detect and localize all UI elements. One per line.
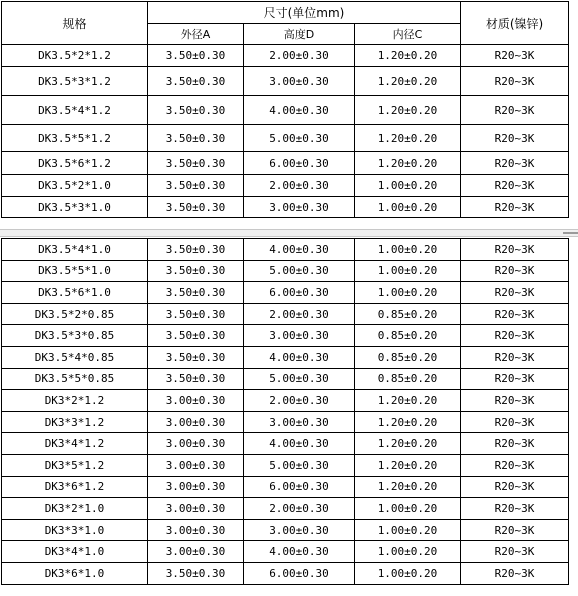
- outer-diameter-cell: 3.50±0.30: [148, 260, 244, 282]
- table-row: [2, 67, 569, 96]
- inner-diameter-cell: 1.00±0.20: [355, 175, 461, 197]
- outer-diameter-cell: 3.50±0.30: [148, 125, 244, 152]
- table-row: [2, 260, 569, 282]
- outer-diameter-cell: 3.50±0.30: [148, 239, 244, 261]
- spec-cell: DK3*3*1.0: [2, 519, 148, 541]
- height-cell: 6.00±0.30: [244, 152, 355, 175]
- inner-diameter-cell: 1.00±0.20: [355, 239, 461, 261]
- spec-cell: DK3.5*3*1.0: [2, 197, 148, 218]
- height-cell: 5.00±0.30: [244, 125, 355, 152]
- spec-cell: DK3*6*1.2: [2, 476, 148, 498]
- table-row: [2, 175, 569, 197]
- height-cell: 6.00±0.30: [244, 476, 355, 498]
- outer-diameter-cell: 3.00±0.30: [148, 454, 244, 476]
- table-row: [2, 541, 569, 563]
- table-row: [2, 152, 569, 175]
- inner-diameter-cell: 1.20±0.20: [355, 411, 461, 433]
- spec-cell: DK3*5*1.2: [2, 454, 148, 476]
- table-row: [2, 433, 569, 455]
- material-cell: R20~3K: [461, 541, 569, 563]
- inner-diameter-cell: 1.20±0.20: [355, 125, 461, 152]
- spec-cell: DK3.5*4*0.85: [2, 346, 148, 368]
- height-cell: 3.00±0.30: [244, 325, 355, 347]
- inner-diameter-cell: 1.00±0.20: [355, 541, 461, 563]
- outer-diameter-cell: 3.00±0.30: [148, 498, 244, 520]
- material-cell: R20~3K: [461, 562, 569, 584]
- header-material: 材质(镍锌): [461, 2, 569, 45]
- material-cell: R20~3K: [461, 519, 569, 541]
- inner-diameter-cell: 1.20±0.20: [355, 476, 461, 498]
- table-row: [2, 282, 569, 304]
- height-cell: 4.00±0.30: [244, 541, 355, 563]
- outer-diameter-cell: 3.00±0.30: [148, 433, 244, 455]
- height-cell: 4.00±0.30: [244, 346, 355, 368]
- material-cell: R20~3K: [461, 260, 569, 282]
- header-dimensions: 尺寸(单位mm): [148, 2, 461, 24]
- material-cell: R20~3K: [461, 96, 569, 125]
- material-cell: R20~3K: [461, 152, 569, 175]
- material-cell: R20~3K: [461, 282, 569, 304]
- header-outer-diameter: 外径A: [148, 24, 244, 45]
- inner-diameter-cell: 0.85±0.20: [355, 325, 461, 347]
- spec-cell: DK3.5*2*1.2: [2, 45, 148, 67]
- height-cell: 2.00±0.30: [244, 390, 355, 412]
- outer-diameter-cell: 3.50±0.30: [148, 303, 244, 325]
- spec-cell: DK3*4*1.0: [2, 541, 148, 563]
- height-cell: 3.00±0.30: [244, 519, 355, 541]
- outer-diameter-cell: 3.50±0.30: [148, 325, 244, 347]
- height-cell: 3.00±0.30: [244, 197, 355, 218]
- spec-cell: DK3.5*5*1.2: [2, 125, 148, 152]
- material-cell: R20~3K: [461, 498, 569, 520]
- spec-cell: DK3.5*5*0.85: [2, 368, 148, 390]
- outer-diameter-cell: 3.50±0.30: [148, 282, 244, 304]
- table-row: [2, 390, 569, 412]
- table-row: [2, 476, 569, 498]
- spec-cell: DK3.5*3*0.85: [2, 325, 148, 347]
- inner-diameter-cell: 1.00±0.20: [355, 498, 461, 520]
- spec-cell: DK3.5*2*0.85: [2, 303, 148, 325]
- inner-diameter-cell: 1.20±0.20: [355, 152, 461, 175]
- spec-cell: DK3.5*3*1.2: [2, 67, 148, 96]
- inner-diameter-cell: 1.20±0.20: [355, 67, 461, 96]
- header-inner-diameter: 内径C: [355, 24, 461, 45]
- spec-table-bottom: [1, 238, 569, 585]
- spec-cell: DK3.5*6*1.0: [2, 282, 148, 304]
- inner-diameter-cell: 0.85±0.20: [355, 368, 461, 390]
- table-row: [2, 45, 569, 67]
- outer-diameter-cell: 3.50±0.30: [148, 67, 244, 96]
- table-row: [2, 498, 569, 520]
- spec-cell: DK3.5*5*1.0: [2, 260, 148, 282]
- height-cell: 2.00±0.30: [244, 303, 355, 325]
- height-cell: 2.00±0.30: [244, 45, 355, 67]
- outer-diameter-cell: 3.00±0.30: [148, 390, 244, 412]
- material-cell: R20~3K: [461, 197, 569, 218]
- height-cell: 3.00±0.30: [244, 67, 355, 96]
- material-cell: R20~3K: [461, 125, 569, 152]
- height-cell: 6.00±0.30: [244, 562, 355, 584]
- height-cell: 4.00±0.30: [244, 96, 355, 125]
- inner-diameter-cell: 0.85±0.20: [355, 346, 461, 368]
- table-row: [2, 197, 569, 218]
- height-cell: 3.00±0.30: [244, 411, 355, 433]
- header-spec: 规格: [2, 2, 148, 45]
- height-cell: 5.00±0.30: [244, 368, 355, 390]
- table-row: [2, 125, 569, 152]
- spec-cell: DK3*6*1.0: [2, 562, 148, 584]
- header-height: 高度D: [244, 24, 355, 45]
- inner-diameter-cell: 1.00±0.20: [355, 197, 461, 218]
- material-cell: R20~3K: [461, 303, 569, 325]
- table-row: [2, 411, 569, 433]
- height-cell: 5.00±0.30: [244, 260, 355, 282]
- height-cell: 2.00±0.30: [244, 175, 355, 197]
- material-cell: R20~3K: [461, 411, 569, 433]
- table-row: [2, 303, 569, 325]
- material-cell: R20~3K: [461, 45, 569, 67]
- material-cell: R20~3K: [461, 454, 569, 476]
- spec-cell: DK3*2*1.2: [2, 390, 148, 412]
- table-row: [2, 454, 569, 476]
- height-cell: 5.00±0.30: [244, 454, 355, 476]
- material-cell: R20~3K: [461, 67, 569, 96]
- spec-cell: DK3*3*1.2: [2, 411, 148, 433]
- table-row: [2, 368, 569, 390]
- outer-diameter-cell: 3.50±0.30: [148, 96, 244, 125]
- table-row: [2, 519, 569, 541]
- material-cell: R20~3K: [461, 325, 569, 347]
- inner-diameter-cell: 1.20±0.20: [355, 96, 461, 125]
- inner-diameter-cell: 1.00±0.20: [355, 260, 461, 282]
- spec-cell: DK3.5*4*1.2: [2, 96, 148, 125]
- table-row: [2, 325, 569, 347]
- outer-diameter-cell: 3.00±0.30: [148, 476, 244, 498]
- inner-diameter-cell: 1.20±0.20: [355, 433, 461, 455]
- inner-diameter-cell: 1.00±0.20: [355, 562, 461, 584]
- inner-diameter-cell: 1.20±0.20: [355, 390, 461, 412]
- inner-diameter-cell: 1.20±0.20: [355, 454, 461, 476]
- table-row: [2, 562, 569, 584]
- height-cell: 4.00±0.30: [244, 239, 355, 261]
- outer-diameter-cell: 3.50±0.30: [148, 197, 244, 218]
- outer-diameter-cell: 3.00±0.30: [148, 519, 244, 541]
- outer-diameter-cell: 3.50±0.30: [148, 562, 244, 584]
- spec-table-top: [1, 1, 569, 218]
- material-cell: R20~3K: [461, 390, 569, 412]
- material-cell: R20~3K: [461, 175, 569, 197]
- inner-diameter-cell: 1.00±0.20: [355, 519, 461, 541]
- table-row: [2, 346, 569, 368]
- outer-diameter-cell: 3.50±0.30: [148, 346, 244, 368]
- outer-diameter-cell: 3.50±0.30: [148, 368, 244, 390]
- table-row: [2, 96, 569, 125]
- material-cell: R20~3K: [461, 476, 569, 498]
- outer-diameter-cell: 3.50±0.30: [148, 175, 244, 197]
- inner-diameter-cell: 1.20±0.20: [355, 45, 461, 67]
- page-break-separator: [0, 229, 578, 237]
- table-row: [2, 239, 569, 261]
- outer-diameter-cell: 3.50±0.30: [148, 45, 244, 67]
- separator-mark: [563, 232, 578, 234]
- spec-cell: DK3.5*2*1.0: [2, 175, 148, 197]
- outer-diameter-cell: 3.00±0.30: [148, 411, 244, 433]
- spec-cell: DK3.5*6*1.2: [2, 152, 148, 175]
- inner-diameter-cell: 0.85±0.20: [355, 303, 461, 325]
- height-cell: 6.00±0.30: [244, 282, 355, 304]
- material-cell: R20~3K: [461, 239, 569, 261]
- height-cell: 4.00±0.30: [244, 433, 355, 455]
- outer-diameter-cell: 3.00±0.30: [148, 541, 244, 563]
- material-cell: R20~3K: [461, 433, 569, 455]
- outer-diameter-cell: 3.50±0.30: [148, 152, 244, 175]
- spec-cell: DK3*2*1.0: [2, 498, 148, 520]
- spec-cell: DK3*4*1.2: [2, 433, 148, 455]
- material-cell: R20~3K: [461, 346, 569, 368]
- spec-cell: DK3.5*4*1.0: [2, 239, 148, 261]
- height-cell: 2.00±0.30: [244, 498, 355, 520]
- inner-diameter-cell: 1.00±0.20: [355, 282, 461, 304]
- material-cell: R20~3K: [461, 368, 569, 390]
